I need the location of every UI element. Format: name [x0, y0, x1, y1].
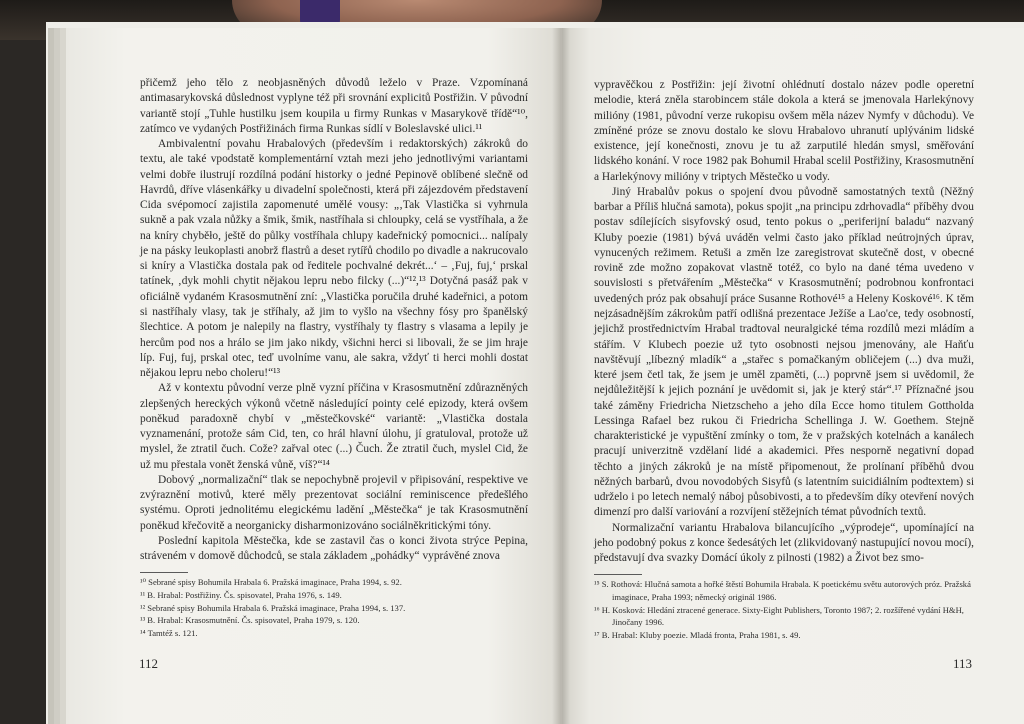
footnote-rule	[140, 572, 188, 573]
footnote: ¹⁰ Sebrané spisy Bohumila Hrabala 6. Pražská imaginace, Praha 1994, s. 92.	[140, 577, 402, 587]
left-footnotes	[140, 576, 530, 640]
paragraph: Jiný Hrabalův pokus o spojení dvou původně samostatných textů (Něžný barbar a Příliš hlučná samota), pokus spojit „na principu zdrhovadla“ příběhy dvou postav sdílejících sisyfovský osud, tento pokus o „periferijní baladu“ nazvaný Kluby poezie (1981) bývá uváděn velmi často jako příklad neútrojných úprav, vynucených režimem. Retuši a změn lze zaregistrovat skutečně dost, v obecné rovině zde možno zopakovat vlastně totéž, co bylo na dané téma uvedeno v souvislosti s přetvářením „Městečka“ v Krasosmutnění; podrobnou konfrontaci uvedených próz pak obsahují práce Susanne Rothové¹⁵ a Heleny Koskové¹⁶. K těm nejzásadnějším zákrokům patří odlišná prezentace Ježíše a Lao'ce, tedy osobností, jejichž prostřednictvím Hrabal tradtoval neuralgické téma rozdílů mezi mládím a stářím. V Klubech poezie už tyto osobnosti nejsou jmenovány, ale Haňťu navštěvují „líbezný mladík“ a „stařec s pomačkaným obličejem (...) dva muži, které jsem četl tak, že jsem je uměl zpaměti, (...) poprvně jsem si uvědomil, že nejdůležitější k jejich poznání je uvědomit si, jak je který stár“.¹⁷ Příznačné jsou také záměny Friedricha Nietzscheho a jeho díla Ecce homo titulem Gottholda Lessinga Rafael bez rukou či Friedricha Schellinga J. W. Goethem. Stejně charakteristické je vypuštění zmínky o tom, že v pražských kotelnách a kanálech pracují univerzitně vzdělaní lidé a akademici. Přes nesporně negativní dopad těchto a jiných zákroků je na místě připomenout, že prolínaní příběhů dvou něžných barbarů, dvou novodobých Sisyfů (s latentním suicidiálním podtextem) si udrželo i po letech nemalý náboj působivosti, a to především díky otevření nových dimenzí pro další variování a rozvíjení stěžejních témat původních textů.	[594, 185, 974, 519]
footnote-rule	[594, 574, 642, 575]
footnote: ¹⁵ S. Rothová: Hlučná samota a hořké štěstí Bohumila Hrabala. K poetickému světu autorových próz. Pražská imaginace, Praha 1993; německý originál 1986.	[594, 579, 971, 602]
paragraph: Normalizační variantu Hrabalova bilancujícího „výprodeje“, upomínající na jeho podobný pokus z konce šedesátých let (zlikvidovaný nastupující novou mocí), představují dva svazky Domácí úkoly z pilnosti (1982) a Život bez smo-	[594, 521, 974, 565]
right-footnotes	[594, 578, 976, 642]
right-page-body	[594, 78, 974, 567]
paragraph: vypravěčkou z Postřižin: její životní ohlédnutí dostalo název podle operetní melodie, která zněla starobincem stále dokola a která se jmenovala Harlekýnovy milióny (1981, původní verze rukopisu ovšem měla název Nymfy v důchodu). Ve zmíněné próze se znovu dostalo ke slovu Hrabalovo uhranutí uplývánim lidské existence, její konečnosti, znovu je tu až zarputilé hledán smysl, směřování lidského konání. V roce 1982 pak Bohumil Hrabal scelil Postřižiny, Krasosmutnění a Harlekýnovy milióny v triptych Městečko u vody.	[594, 79, 974, 183]
footnote: ¹⁷ B. Hrabal: Kluby poezie. Mladá fronta, Praha 1981, s. 49.	[594, 630, 801, 641]
page-number-right: 113	[953, 656, 973, 671]
paragraph: Poslední kapitola Městečka, kde se zastavil čas o konci života strýce Pepina, stráveném v domově důchodců, se stala základem „pohádky“ vyprávěné znova	[140, 534, 528, 563]
paragraph: přičemž jeho tělo z neobjasněných důvodů leželo v Praze. Vzpomínaná antimasarykovská důslednost vyplyne též při srovnání explicitů Postřižin. V původní variantě stojí „Tuhle hustilku jsem koupila u firmy Runkas v Masarykově třídě“¹⁰, zatímco ve vydaných Postřižinách firma Runkas sídlí v Boleslavské ulici.¹¹	[140, 77, 528, 135]
footnote: ¹³ B. Hrabal: Krasosmutnění. Čs. spisovatel, Praha 1979, s. 120.	[140, 615, 360, 626]
footnote: ¹⁴ Tamtéž s. 121.	[140, 628, 198, 639]
paragraph: Dobový „normalizační“ tlak se nepochybně projevil v připisování, respektive ve zvýraznění motivů, které měly prezentovat sociální reminiscence předešlého systému. Oproti jednolitému elegickému ladění „Městečka“ je tak Krasosmutnění poněkud křečovitě a neorganicky disharmonizováno sociálněkritickými tóny.	[140, 473, 528, 532]
footnote: ¹¹ B. Hrabal: Postřižiny. Čs. spisovatel, Praha 1976, s. 149.	[140, 589, 342, 600]
paragraph: Ambivalentní povahu Hrabalových (především i redaktorských) zákroků do textu, ale také vpodstatě komplementární vztah mezi jeho jednotlivými variantami velmi dobře ilustrují rozdílná podání historky o jedné Pepinově oblíbené slečně od Havrdů, dříve vlásenkářky u divadelní společnosti, která při zájezdovém představení Cida svépomocí zajistila zapomenuté umělé vousy: „‚Tak Vlastička si vyhrnula sukně a pak vzala nůžky a šmik, šmik, nastříhala si chloupky, celá se vystříhala, a že na kníry chyběło, ještě do půlky vostříhala chlupy kadeřnický pomocnici... nalípaly je na pásky leukoplasti anobrž flastrů a deset rytířů chodilo po divadle a nakrucovalo si kníry a Vlastička dostala pak od ředitele pochvalné dekrét...‘ – ‚Fuj, fuj,‘ prskal tatínek, ‚dyk mohli chytit nějakou lepru nebo filcky (...)“¹²,¹³ Dotyčná pasáž pak v oficiálně vydaném Krasosmutnění zní: „Vlastička poručila druhé kadeřnici, a potom si nastříhaly vlasy, tak je stříhaly, až jim to vyšlo na všechny fósy pro španělský šlechtice. A potom je nalepily na flastry, vystříhaly ty flastry s vlasama a lepily je hercům pod nos a hrálo se jim jako nikdy, všichni herci si libovali, že se jim hraje líp. Fuj, fuj, prskal otec, teď uvolníme vanu, ale sakra, vždyť ti herci mohli dostat nějakou lepru nebo choleru!“¹³	[140, 138, 528, 380]
paragraph: Až v kontextu původní verze plně vyzní příčina v Krasosmutnění zdůrazněných zlepšených hereckých výkonů včetně následující pointy celé epizody, která ovšem poněkud paradoxně chybí v „městečkovské“ variantě: „Vlastička dostala vyznamenání, protože sám Cid, ten, co hrál hlavní úlohu, jí gratuloval, protože už myslel, že ztratil čuch. Cože? zařval otec (...) Čuch. Že ztratil čuch, myslel Cid, že už mu přestala vonět ženská vůně, víš?“¹⁴	[140, 382, 528, 471]
left-page-body	[140, 76, 528, 565]
footnote: ¹² Sebrané spisy Bohumila Hrabala 6. Pražská imaginace, Praha 1994, s. 137.	[140, 602, 406, 613]
footnote: ¹⁶ H. Kosková: Hledání ztracené generace. Sixty-Eight Publishers, Toronto 1987; 2. rozšířené vydání H&H, Jinočany 1996.	[594, 604, 964, 628]
book-gutter	[552, 28, 570, 724]
page-number-left: 112	[139, 656, 159, 671]
